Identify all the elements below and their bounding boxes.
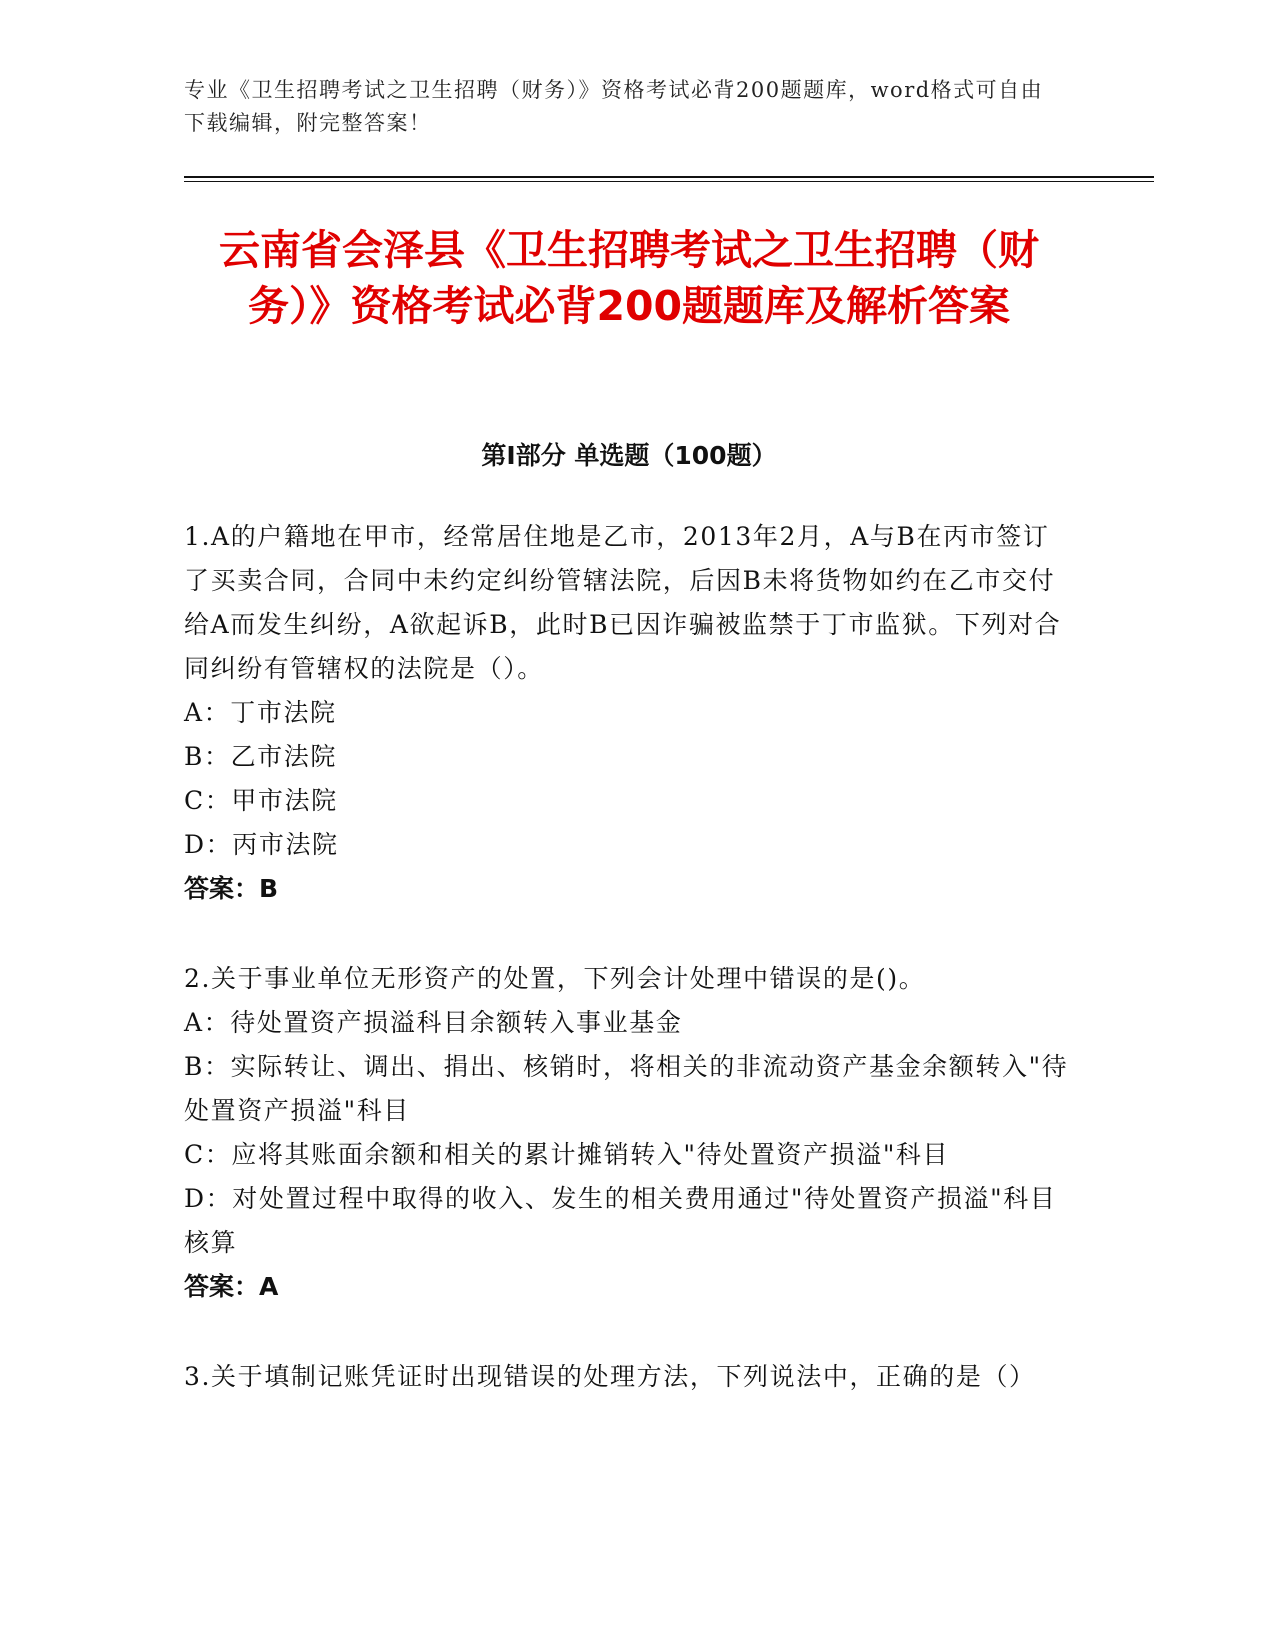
question-stem: 2.关于事业单位无形资产的处置，下列会计处理中错误的是()。 bbox=[184, 964, 926, 993]
question-list bbox=[184, 515, 1074, 1445]
answer-line: 答案：A bbox=[184, 1272, 279, 1301]
option-b: B：实际转让、调出、捐出、核销时，将相关的非流动资产基金余额转入"待处置资产损溢"科目 bbox=[184, 1052, 1069, 1125]
header-rule-thin bbox=[184, 181, 1154, 182]
document-title: 云南省会泽县《卫生招聘考试之卫生招聘（财务）》资格考试必背200题题库及解析答案 bbox=[219, 226, 1039, 330]
question-1 bbox=[184, 515, 1074, 911]
header-note: 专业《卫生招聘考试之卫生招聘（财务）》资格考试必背200题题库，word格式可自由下载编辑，附完整答案！ bbox=[184, 78, 1044, 135]
option-b: B：乙市法院 bbox=[184, 742, 337, 771]
header-rule bbox=[184, 176, 1154, 178]
option-a: A：待处置资产损溢科目余额转入事业基金 bbox=[184, 1008, 683, 1037]
option-c: C：应将其账面余额和相关的累计摊销转入"待处置资产损溢"科目 bbox=[184, 1140, 950, 1169]
question-2 bbox=[184, 957, 1074, 1309]
option-d: D：丙市法院 bbox=[184, 830, 339, 859]
answer-line: 答案：B bbox=[184, 874, 279, 903]
question-stem: 1.A的户籍地在甲市，经常居住地是乙市，2013年2月，A与B在丙市签订了买卖合同，合同中未约定纠纷管辖法院，后因B未将货物如约在乙市交付给A而发生纠纷，A欲起诉B，此时B已因诈骗被监禁于丁市监狱。下列对合同纠纷有管辖权的法院是（）。 bbox=[184, 522, 1062, 683]
question-stem: 3.关于填制记账凭证时出现错误的处理方法，下列说法中，正确的是（） bbox=[184, 1362, 1036, 1391]
section-title: 第I部分 单选题（100题） bbox=[481, 441, 777, 470]
option-d: D：对处置过程中取得的收入、发生的相关费用通过"待处置资产损溢"科目核算 bbox=[184, 1184, 1057, 1257]
option-a: A：丁市法院 bbox=[184, 698, 337, 727]
option-c: C：甲市法院 bbox=[184, 786, 338, 815]
question-3 bbox=[184, 1355, 1074, 1399]
